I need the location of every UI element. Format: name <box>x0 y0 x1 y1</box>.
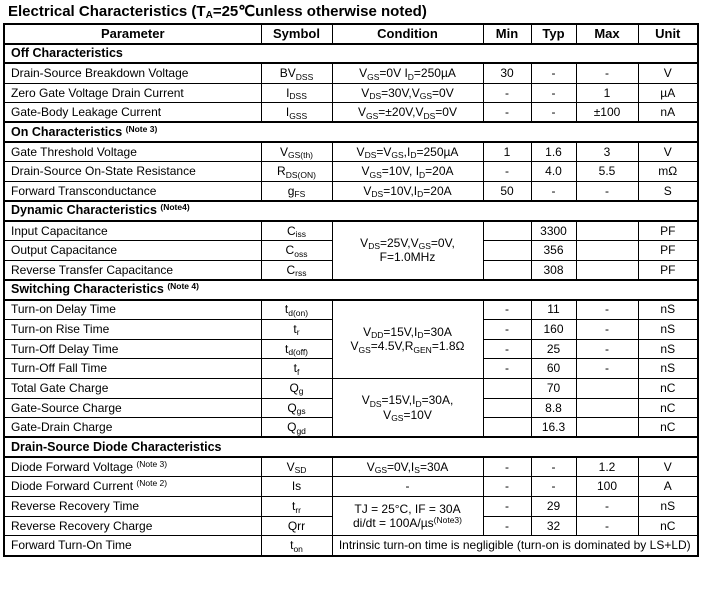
max-cell: ±100 <box>576 103 638 123</box>
parameter-cell: Turn-on Rise Time <box>4 319 261 339</box>
symbol-cell: $C_{iss}$ <box>261 221 332 241</box>
condition-cell <box>332 162 483 182</box>
typ-cell: 60 <box>531 359 576 379</box>
section-row <box>4 437 698 457</box>
unit-cell: V <box>638 142 698 162</box>
parameter-cell: Turn-Off Delay Time <box>4 339 261 359</box>
typ-cell: 32 <box>531 516 576 536</box>
min-cell: - <box>483 103 531 123</box>
min-cell: - <box>483 83 531 103</box>
symbol-cell: $Q_{gs}$ <box>261 398 332 418</box>
condition-line: di/dt = 100A/µs$^{(Note3)}$ <box>353 515 462 531</box>
unit-cell: PF <box>638 260 698 280</box>
title-text-1: Electrical Characteristics (T <box>8 3 206 20</box>
electrical-characteristics-table <box>3 23 699 557</box>
condition-cell <box>332 477 483 497</box>
symbol-cell: $t_f$ <box>261 359 332 379</box>
table-row <box>4 162 698 182</box>
unit-cell: nC <box>638 378 698 398</box>
condition-cell <box>332 378 483 437</box>
table-row <box>4 300 698 320</box>
parameter-cell: Reverse Transfer Capacitance <box>4 260 261 280</box>
parameter-cell: Diode Forward Current $^{(Note 2)}$ <box>4 477 261 497</box>
symbol-cell: Is <box>261 477 332 497</box>
symbol-cell: $I_{GSS}$ <box>261 103 332 123</box>
section-row <box>4 44 698 64</box>
typ-cell: 356 <box>531 241 576 261</box>
max-cell: 100 <box>576 477 638 497</box>
parameter-cell: Reverse Recovery Time <box>4 497 261 517</box>
title-text-2: =25℃unless otherwise noted) <box>212 3 427 20</box>
typ-cell: - <box>531 103 576 123</box>
unit-cell: PF <box>638 241 698 261</box>
min-cell: - <box>483 319 531 339</box>
section-row <box>4 122 698 142</box>
min-cell: - <box>483 162 531 182</box>
max-cell <box>576 221 638 241</box>
max-cell <box>576 418 638 438</box>
table-row <box>4 536 698 556</box>
min-cell: 30 <box>483 63 531 83</box>
min-cell: - <box>483 516 531 536</box>
section-label: Switching Characteristics <box>11 282 168 297</box>
symbol-cell: $t_{d(on)}$ <box>261 300 332 320</box>
symbol-cell: Qrr <box>261 516 332 536</box>
min-cell: - <box>483 339 531 359</box>
min-cell <box>483 378 531 398</box>
min-cell <box>483 221 531 241</box>
typ-cell: 4.0 <box>531 162 576 182</box>
condition-cell <box>332 142 483 162</box>
typ-cell: 25 <box>531 339 576 359</box>
condition-line: $V_{DS}=10V,I_D=20A$ <box>363 183 452 200</box>
parameter-cell: Drain-Source Breakdown Voltage <box>4 63 261 83</box>
symbol-cell: $g_{FS}$ <box>261 182 332 202</box>
typ-cell: - <box>531 182 576 202</box>
table-row <box>4 142 698 162</box>
unit-cell: PF <box>638 221 698 241</box>
symbol-cell: $Q_{gd}$ <box>261 418 332 438</box>
typ-cell: 308 <box>531 260 576 280</box>
section-label: Off Characteristics <box>11 45 123 60</box>
table-row <box>4 182 698 202</box>
typ-cell: - <box>531 477 576 497</box>
typ-cell: 8.8 <box>531 398 576 418</box>
min-cell: - <box>483 300 531 320</box>
column-header-parameter: Parameter <box>4 24 261 44</box>
typ-cell: - <box>531 63 576 83</box>
symbol-cell: $V_{SD}$ <box>261 457 332 477</box>
unit-cell: nS <box>638 339 698 359</box>
condition-cell <box>332 83 483 103</box>
typ-cell: 70 <box>531 378 576 398</box>
condition-line: TJ = 25°C, IF = 30A <box>354 501 461 516</box>
symbol-cell: $Q_g$ <box>261 378 332 398</box>
symbol-cell: $C_{oss}$ <box>261 241 332 261</box>
min-cell: 50 <box>483 182 531 202</box>
unit-cell: nS <box>638 359 698 379</box>
unit-cell: nC <box>638 398 698 418</box>
table-row <box>4 457 698 477</box>
max-cell: 5.5 <box>576 162 638 182</box>
min-cell: - <box>483 359 531 379</box>
min-cell: - <box>483 477 531 497</box>
typ-cell: 11 <box>531 300 576 320</box>
section-note: (Note 3) <box>125 123 158 134</box>
table-row <box>4 477 698 497</box>
symbol-cell: $t_{on}$ <box>261 536 332 556</box>
unit-cell: V <box>638 63 698 83</box>
column-header-symbol: Symbol <box>261 24 332 44</box>
section-note: (Note4) <box>160 202 190 213</box>
unit-cell: nS <box>638 319 698 339</box>
condition-cell <box>332 63 483 83</box>
parameter-cell: Output Capacitance <box>4 241 261 261</box>
condition-line: $V_{GS}=10V$ <box>383 407 432 424</box>
typ-cell: 16.3 <box>531 418 576 438</box>
max-cell: - <box>576 300 638 320</box>
max-cell <box>576 378 638 398</box>
column-header-condition: Condition <box>332 24 483 44</box>
table-row <box>4 103 698 123</box>
section-header <box>4 280 698 300</box>
unit-cell: nS <box>638 300 698 320</box>
column-header-typ: Typ <box>531 24 576 44</box>
parameter-cell: Gate-Drain Charge <box>4 418 261 438</box>
parameter-cell: Reverse Recovery Charge <box>4 516 261 536</box>
parameter-cell: Gate-Body Leakage Current <box>4 103 261 123</box>
unit-cell: mΩ <box>638 162 698 182</box>
max-cell: 3 <box>576 142 638 162</box>
table-row <box>4 221 698 241</box>
typ-cell: - <box>531 457 576 477</box>
symbol-cell: $BV_{DSS}$ <box>261 63 332 83</box>
condition-line: $V_{DS}=25V,V_{GS}=0V$, <box>360 235 455 252</box>
symbol-cell: $t_{d(off)}$ <box>261 339 332 359</box>
parameter-cell: Turn-Off Fall Time <box>4 359 261 379</box>
unit-cell: nC <box>638 418 698 438</box>
condition-cell <box>332 300 483 379</box>
max-cell <box>576 398 638 418</box>
condition-cell <box>332 497 483 536</box>
condition-line: $V_{DS}=V_{GS},I_D=250\mu A$ <box>356 144 459 161</box>
parameter-cell: Zero Gate Voltage Drain Current <box>4 83 261 103</box>
section-header <box>4 201 698 221</box>
typ-cell: 29 <box>531 497 576 517</box>
table-row <box>4 63 698 83</box>
parameter-cell: Total Gate Charge <box>4 378 261 398</box>
max-cell: 1 <box>576 83 638 103</box>
unit-cell: S <box>638 182 698 202</box>
parameter-cell: Forward Turn-On Time <box>4 536 261 556</box>
section-row <box>4 201 698 221</box>
unit-cell: nS <box>638 497 698 517</box>
symbol-cell: $t_r$ <box>261 319 332 339</box>
min-cell: - <box>483 457 531 477</box>
section-row <box>4 280 698 300</box>
column-header-unit: Unit <box>638 24 698 44</box>
parameter-cell: Forward Transconductance <box>4 182 261 202</box>
section-header <box>4 437 698 457</box>
symbol-cell: $C_{rss}$ <box>261 260 332 280</box>
unit-cell: V <box>638 457 698 477</box>
section-label: On Characteristics <box>11 124 126 139</box>
section-label: Drain-Source Diode Characteristics <box>11 439 222 454</box>
parameter-cell: Diode Forward Voltage $^{(Note 3)}$ <box>4 457 261 477</box>
typ-cell: 160 <box>531 319 576 339</box>
max-cell: - <box>576 497 638 517</box>
parameter-cell: Input Capacitance <box>4 221 261 241</box>
parameter-cell: Drain-Source On-State Resistance <box>4 162 261 182</box>
section-header <box>4 44 698 64</box>
condition-line: $V_{DD}=15V,I_D=30A$ <box>363 324 452 341</box>
max-cell: - <box>576 339 638 359</box>
min-cell <box>483 241 531 261</box>
condition-line: Intrinsic turn-on time is negligible (turn-on is dominated by LS+LD) <box>338 538 691 553</box>
symbol-cell: $t_{rr}$ <box>261 497 332 517</box>
parameter-cell: Gate Threshold Voltage <box>4 142 261 162</box>
unit-cell: nC <box>638 516 698 536</box>
max-cell: - <box>576 182 638 202</box>
typ-cell: 3300 <box>531 221 576 241</box>
condition-line: F=1.0MHz <box>379 250 436 265</box>
max-cell: 1.2 <box>576 457 638 477</box>
unit-cell: nA <box>638 103 698 123</box>
condition-cell <box>332 457 483 477</box>
max-cell: - <box>576 319 638 339</box>
section-label: Dynamic Characteristics <box>11 203 161 218</box>
typ-cell: 1.6 <box>531 142 576 162</box>
table-row <box>4 378 698 398</box>
unit-cell: µA <box>638 83 698 103</box>
page-title <box>0 0 702 23</box>
condition-line: $V_{GS}=0V,I_S=30A$ <box>366 459 449 476</box>
unit-cell: A <box>638 477 698 497</box>
symbol-cell: $R_{DS(ON)}$ <box>261 162 332 182</box>
min-cell <box>483 418 531 438</box>
condition-line: $V_{GS}=\pm 20V,V_{DS}=0V$ <box>358 105 457 121</box>
section-note: (Note 4) <box>167 281 199 292</box>
condition-line: $V_{DS}=30V,V_{GS}=0V$ <box>361 85 454 102</box>
symbol-cell: $I_{DSS}$ <box>261 83 332 103</box>
min-cell <box>483 260 531 280</box>
condition-cell <box>332 221 483 280</box>
min-cell: - <box>483 497 531 517</box>
condition-line: $V_{GS}=10V$, $I_D=20A$ <box>361 164 454 180</box>
condition-cell <box>332 182 483 202</box>
section-header <box>4 122 698 142</box>
condition-line: - <box>405 479 410 494</box>
condition-line: $V_{DS}=15V,I_D=30A$, <box>361 393 454 409</box>
parameter-cell: Gate-Source Charge <box>4 398 261 418</box>
column-header-max: Max <box>576 24 638 44</box>
symbol-cell: $V_{GS(th)}$ <box>261 142 332 162</box>
max-cell: - <box>576 516 638 536</box>
condition-cell <box>332 536 698 556</box>
condition-cell <box>332 103 483 123</box>
max-cell <box>576 241 638 261</box>
condition-line: $V_{GS}=4.5V,R_{GEN}=1.8\Omega$ <box>350 339 465 355</box>
max-cell: - <box>576 359 638 379</box>
max-cell: - <box>576 63 638 83</box>
table-row <box>4 497 698 517</box>
table-row <box>4 83 698 103</box>
max-cell <box>576 260 638 280</box>
condition-line: $V_{GS}=0V$ $I_D=250\mu A$ <box>359 66 456 82</box>
title-subscript: A <box>205 10 213 21</box>
parameter-cell: Turn-on Delay Time <box>4 300 261 320</box>
typ-cell: - <box>531 83 576 103</box>
column-header-min: Min <box>483 24 531 44</box>
min-cell: 1 <box>483 142 531 162</box>
min-cell <box>483 398 531 418</box>
header-row <box>4 24 698 44</box>
